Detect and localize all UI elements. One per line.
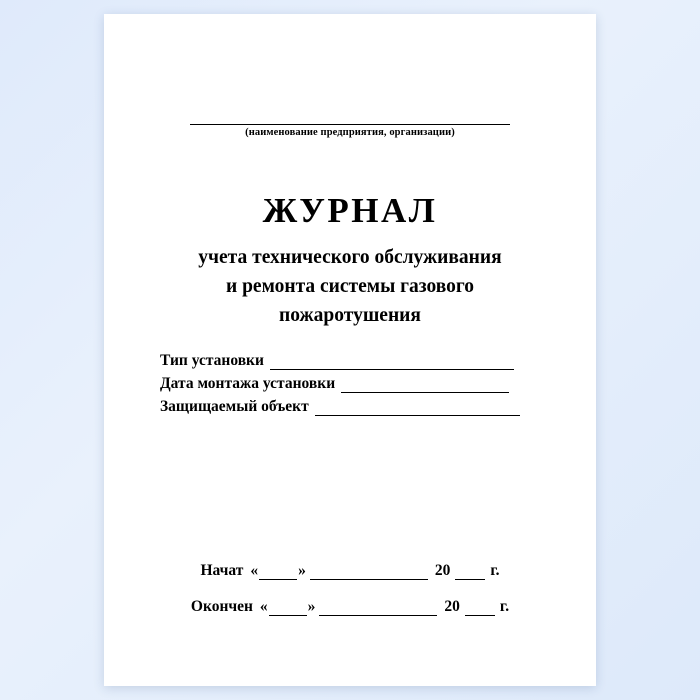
field-label-installation-type: Тип установки	[160, 352, 264, 369]
footer-row-started	[104, 562, 596, 580]
fields-block	[160, 352, 560, 421]
field-row-protected-object	[160, 398, 560, 416]
quote-open-finished: «	[259, 598, 268, 615]
footer-block	[104, 562, 596, 634]
page-subtitle	[104, 243, 596, 331]
field-label-protected-object: Защищаемый объект	[160, 398, 309, 415]
title-block	[104, 192, 596, 330]
organization-name-block	[104, 106, 596, 138]
footer-label-started: Начат	[200, 562, 244, 579]
field-input-installation-type[interactable]	[270, 355, 514, 370]
page-title: ЖУРНАЛ	[262, 191, 438, 230]
field-label-installation-date: Дата монтажа установки	[160, 375, 336, 392]
footer-input-started-day[interactable]	[259, 566, 297, 580]
subtitle-line-2: и ремонта системы газового	[225, 275, 475, 297]
footer-year-prefix-started: 20	[434, 562, 451, 579]
subtitle-line-3: пожаротушения	[279, 305, 421, 326]
field-input-protected-object[interactable]	[315, 401, 520, 416]
quote-close-started: »	[298, 562, 306, 579]
subtitle-line-1: учета технического обслуживания	[198, 246, 502, 268]
organization-name-caption: (наименование предприятия, организации)	[245, 127, 455, 138]
footer-input-finished-month[interactable]	[319, 602, 437, 616]
footer-input-finished-year[interactable]	[465, 602, 495, 616]
document-page	[104, 14, 596, 686]
organization-name-rule[interactable]	[190, 106, 510, 125]
footer-input-started-month[interactable]	[310, 566, 428, 580]
footer-input-started-year[interactable]	[455, 566, 485, 580]
quote-close-finished: »	[307, 598, 316, 615]
footer-row-finished	[104, 598, 596, 616]
footer-input-finished-day[interactable]	[269, 602, 307, 616]
quote-open-started: «	[250, 562, 259, 579]
field-row-installation-date	[160, 375, 560, 393]
footer-year-prefix-finished: 20	[444, 598, 460, 615]
field-input-installation-date[interactable]	[341, 378, 509, 393]
footer-label-finished: Окончен	[190, 598, 253, 615]
field-row-installation-type	[160, 352, 560, 370]
footer-year-suffix-started: г.	[490, 562, 500, 579]
footer-year-suffix-finished: г.	[499, 598, 510, 615]
